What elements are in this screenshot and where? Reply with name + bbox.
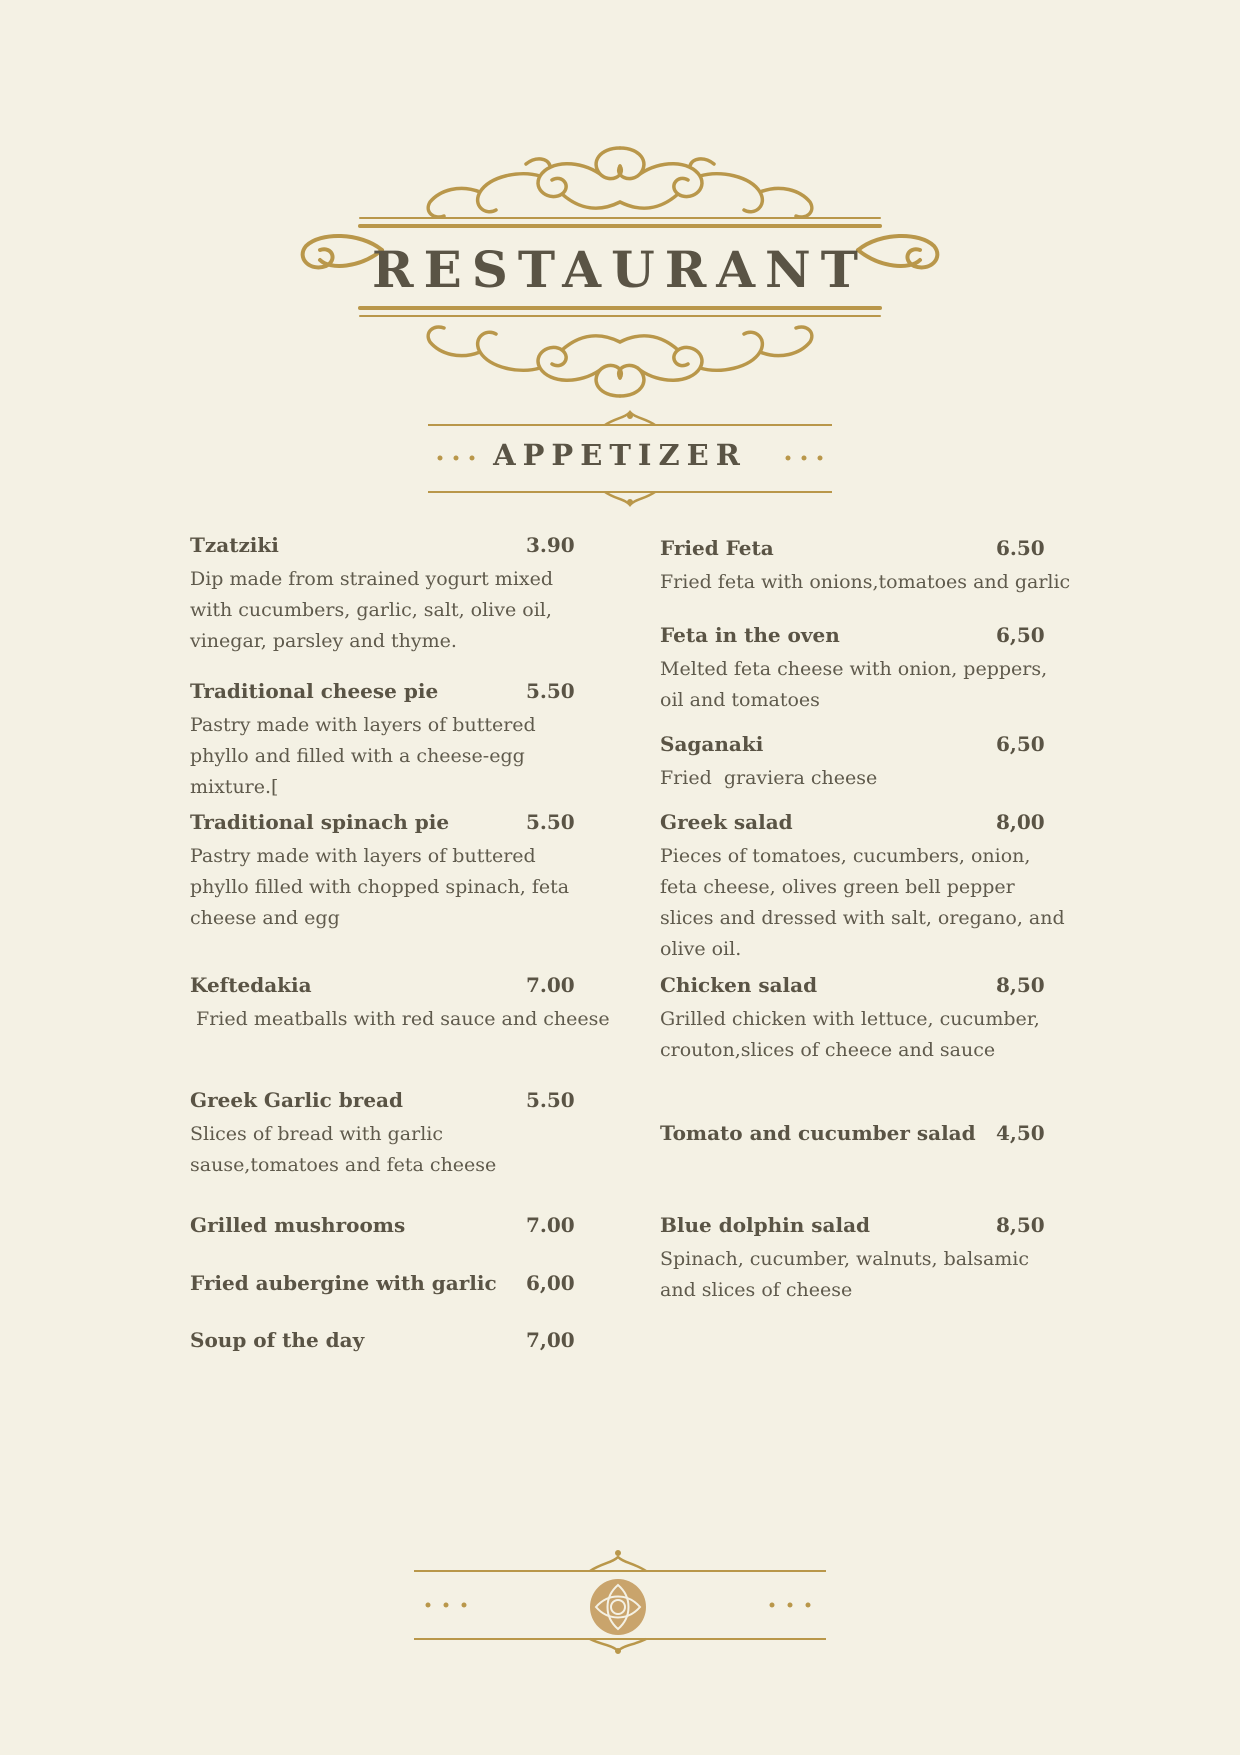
item-description: Spinach, cucumber, walnuts, balsamic and slices of cheese [660, 1248, 1030, 1301]
item-description: Pieces of tomatoes, cucumbers, onion, feta cheese, olives green bell pepper slices and dressed with salt, oregano, and olive oil. [660, 845, 1065, 960]
item-price: 6.50 [996, 536, 1045, 560]
item-price: 7.00 [526, 1213, 575, 1237]
item-price: 4,50 [996, 1121, 1045, 1145]
item-price: 8,00 [996, 810, 1045, 834]
item-price: 8,50 [996, 1213, 1045, 1237]
item-name: Soup of the day [190, 1328, 365, 1352]
item-name: Fried aubergine with garlic [190, 1271, 497, 1295]
item-price: 5.50 [526, 810, 575, 834]
item-name: Keftedakia [190, 973, 312, 997]
item-name: Tomato and cucumber salad [660, 1121, 976, 1145]
item-description: Fried meatballs with red sauce and cheese [190, 1008, 610, 1030]
item-price: 6,00 [526, 1271, 575, 1295]
item-description: Fried graviera cheese [660, 767, 878, 789]
restaurant-title: RESTAURANT [372, 240, 868, 299]
item-name: Greek salad [660, 810, 793, 834]
item-description: Grilled chicken with lettuce, cucumber, crouton,slices of cheece and sauce [660, 1008, 1040, 1061]
item-description: Fried feta with onions,tomatoes and garlic [660, 571, 1071, 593]
item-name: Feta in the oven [660, 623, 840, 647]
item-name: Saganaki [660, 732, 764, 756]
item-price: 7.00 [526, 973, 575, 997]
item-description: Pastry made with layers of buttered phyllo and filled with a cheese-egg mixture.[ [190, 714, 536, 798]
item-price: 6,50 [996, 623, 1045, 647]
item-name: Greek Garlic bread [190, 1088, 403, 1112]
section-title-appetizer: APPETIZER [493, 438, 747, 472]
item-name: Tzatziki [190, 533, 279, 557]
item-description: Pastry made with layers of buttered phyllo filled with chopped spinach, feta cheese and egg [190, 845, 570, 929]
item-name: Chicken salad [660, 973, 818, 997]
item-name: Blue dolphin salad [660, 1213, 871, 1237]
item-description: Slices of bread with garlic sause,tomatoes and feta cheese [190, 1123, 497, 1176]
footer-emblem-ornament [410, 1545, 830, 1655]
item-price: 5.50 [526, 1088, 575, 1112]
item-price: 6,50 [996, 732, 1045, 756]
item-price: 5.50 [526, 679, 575, 703]
item-name: Traditional spinach pie [190, 810, 450, 834]
item-name: Grilled mushrooms [190, 1213, 406, 1237]
item-name: Traditional cheese pie [190, 679, 439, 703]
item-price: 8,50 [996, 973, 1045, 997]
item-description: Dip made from strained yogurt mixed with cucumbers, garlic, salt, olive oil, vinegar, parsley and thyme. [190, 568, 554, 652]
item-description: Melted feta cheese with onion, peppers, oil and tomatoes [660, 658, 1048, 711]
item-name: Fried Feta [660, 536, 774, 560]
item-price: 7,00 [526, 1328, 575, 1352]
item-price: 3.90 [526, 533, 575, 557]
